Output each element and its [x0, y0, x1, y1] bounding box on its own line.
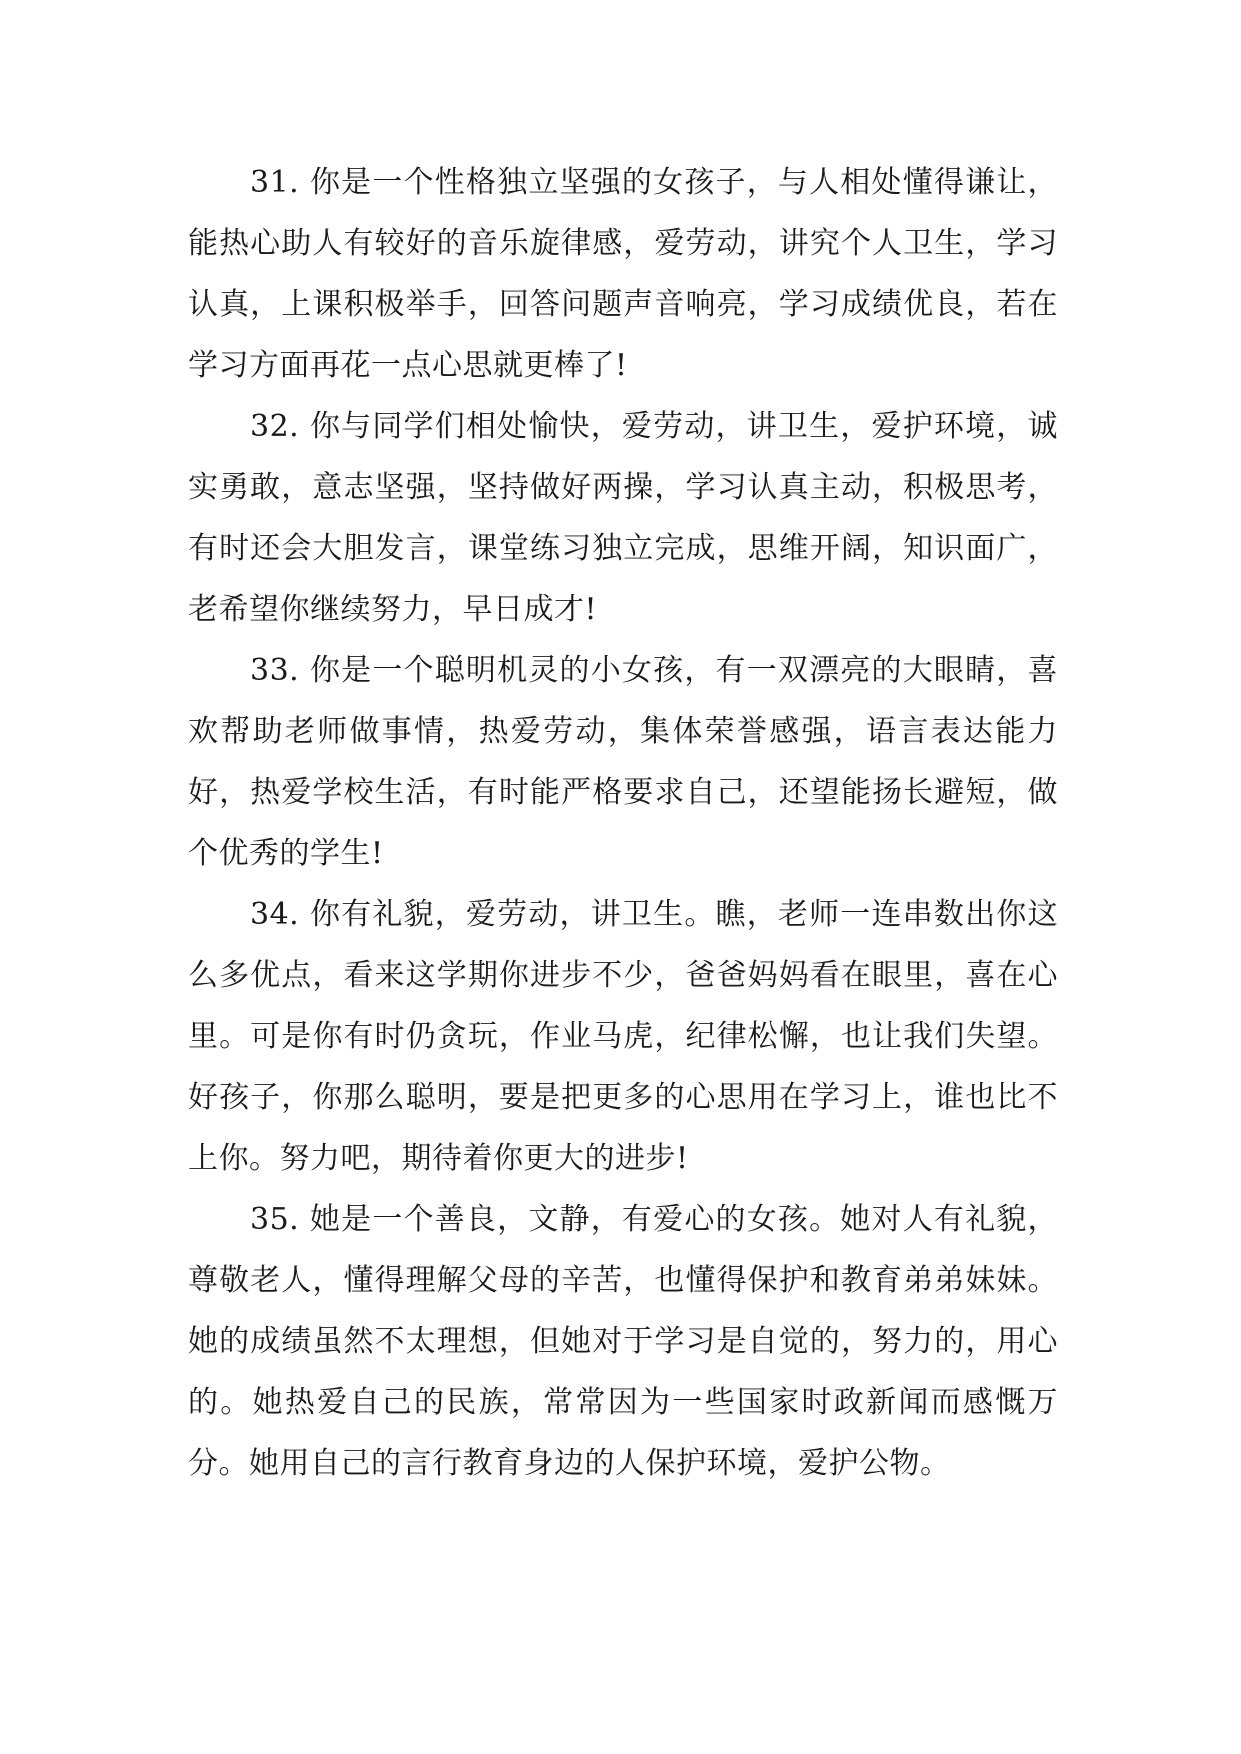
- paragraph-31: 31. 你是一个性格独立坚强的女孩子，与人相处懂得谦让，能热心助人有较好的音乐旋律感，爱劳动，讲究个人卫生，学习认真，上课积极举手，回答问题声音响亮，学习成绩优良，若在学习方面再花一点心思就更棒了!: [188, 165, 1058, 383]
- document-body: [188, 152, 1058, 1494]
- paragraph-34: 34. 你有礼貌，爱劳动，讲卫生。瞧，老师一连串数出你这么多优点，看来这学期你进步不少，爸爸妈妈看在眼里，喜在心里。可是你有时仍贪玩，作业马虎，纪律松懈，也让我们失望。好孩子，你那么聪明，要是把更多的心思用在学习上，谁也比不上你。努力吧，期待着你更大的进步!: [188, 897, 1058, 1176]
- paragraph-35: 35. 她是一个善良，文静，有爱心的女孩。她对人有礼貌，尊敬老人，懂得理解父母的辛苦，也懂得保护和教育弟弟妹妹。她的成绩虽然不太理想，但她对于学习是自觉的，努力的，用心的。她热爱自己的民族，常常因为一些国家时政新闻而感慨万分。她用自己的言行教育身边的人保护环境，爱护公物。: [188, 1202, 1058, 1481]
- paragraph-33: 33. 你是一个聪明机灵的小女孩，有一双漂亮的大眼睛，喜欢帮助老师做事情，热爱劳动，集体荣誉感强，语言表达能力好，热爱学校生活，有时能严格要求自己，还望能扬长避短，做个优秀的学生!: [188, 653, 1058, 871]
- paragraph-32: 32. 你与同学们相处愉快，爱劳动，讲卫生，爱护环境，诚实勇敢，意志坚强，坚持做好两操，学习认真主动，积极思考，有时还会大胆发言，课堂练习独立完成，思维开阔，知识面广，老希望你继续努力，早日成才!: [188, 409, 1058, 627]
